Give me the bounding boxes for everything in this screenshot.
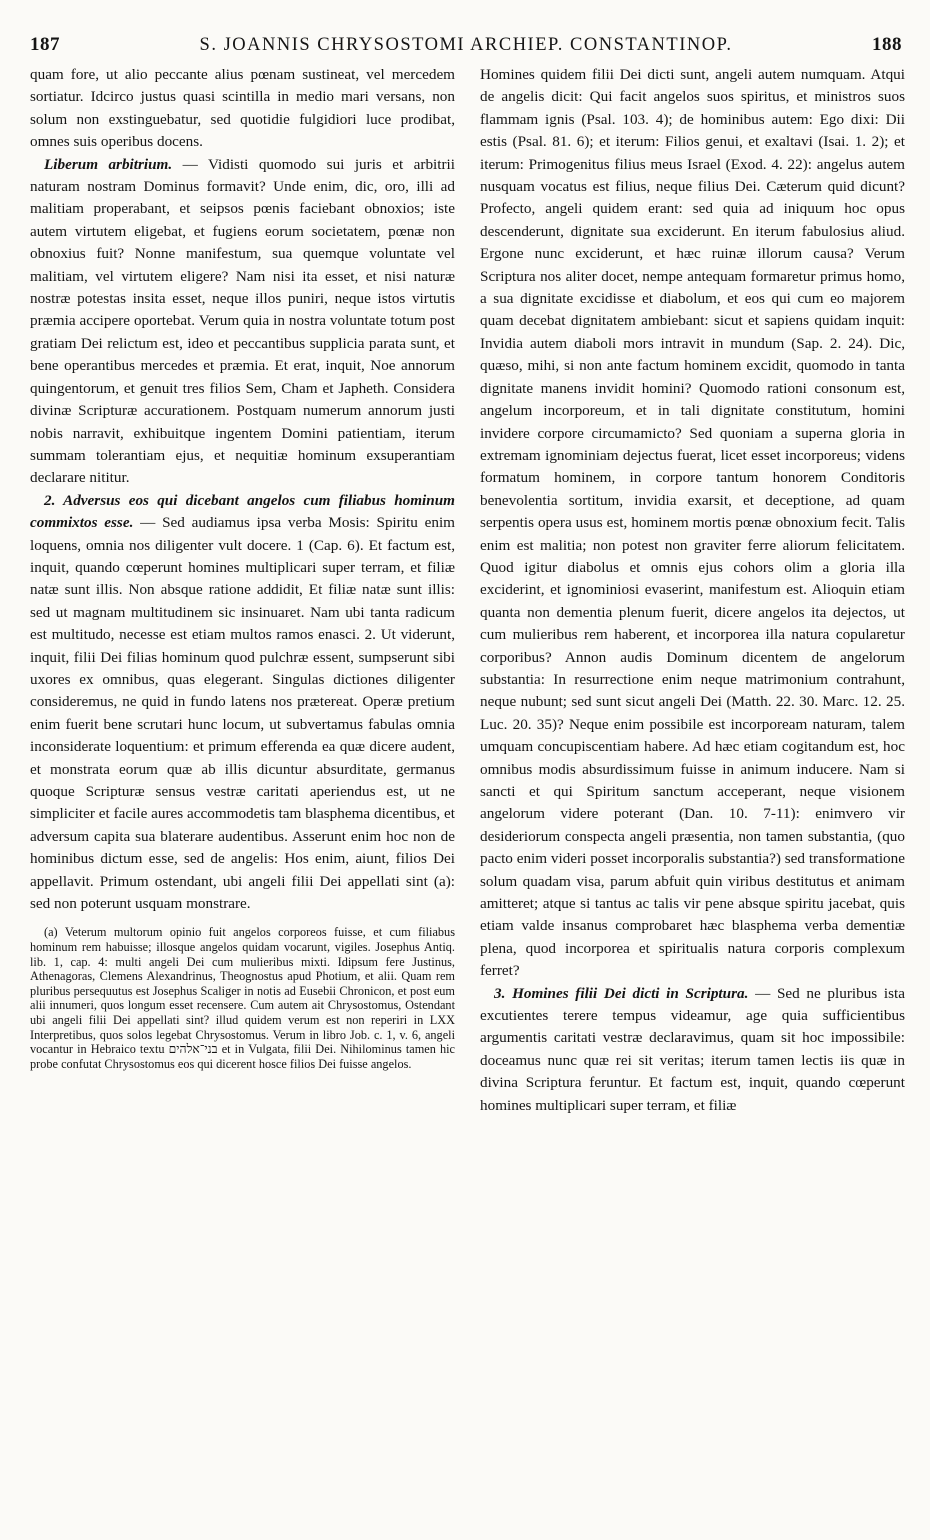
running-title: S. JOANNIS CHRYSOSTOMI ARCHIEP. CONSTANTINOP. <box>199 35 733 55</box>
paragraph <box>30 490 455 916</box>
paragraph: quam fore, ut alio peccante alius pœnam sustineat, vel mercedem sortiatur. Idcirco justus quasi scintilla in medio mari versans, non solum non exstinguebatur, sed quotidie fulgidiori luce prodibat, omnes suis operibus docens. <box>30 66 455 151</box>
page-number-left: 187 <box>30 34 60 55</box>
section-heading: Liberum arbitrium. <box>44 155 173 173</box>
paragraph-text: — Sed audiamus ipsa verba Mosis: Spiritu enim loquens, omnia nos diligenter vult docere. 1 (Cap. 6). Et factum est, inquit, quando cœperunt homines multiplicari super terram, et filiæ natæ sunt illis. Non absque ratione addidit, Et filiæ natæ sunt illis: sed ut magnam multitudinem sic insinuaret. Nam ubi tanta radicum est multitudo, necesse est etiam multos ramos enasci. 2. Ut viderunt, inquit, filii Dei filias hominum quod pulchræ essent, sumpserunt sibi uxores ex omnibus, quas elegerant. Singulas dictiones diligenter consideremus, ne quid in fundo latens nos prætereat. Operæ pretium enim fuerit bene scrutari hunc locum, ut subvertamus fabulas omnia inconsiderate loquentium: et primum efferenda ea quæ dicere audent, et monstrata eorum quæ ab illis dicuntur absurditate, germanus quoque Scripturæ sensus vestræ caritati aperiendus est, ut ne simpliciter et facile aures accommodetis tam blasphema dicentibus, et adversum capita sua blaterare audentibus. Asserunt enim hoc non de hominibus dictum esse, sed de angelis: Hos enim, aiunt, filios Dei appellavit. Primum ostendant, ubi angeli filii Dei appellati sint (a): sed non poterunt usquam monstrare. <box>30 514 455 913</box>
right-column <box>480 64 905 1117</box>
footnote-text: (a) Veterum multorum opinio fuit angelos corporeos fuisse, et cum filiabus hominum rem habuisse; illosque angelos quidam vocarunt, vigiles. Josephus Antiq. lib. 1, cap. 4: multi angeli Dei cum mulieribus mixti. Idipsum fere Justinus, Athenagoras, Clemens Alexandrinus, Theognostus apud Photium, et alii. Quam rem pluribus persequutus est Josephus Scaliger in notis ad Eusebii Chronicon, et post eum alii innumeri, quos longum esset recensere. Cum autem ait Chrysostomus, Ostendant ubi angeli filii Dei appellati sint? illud quidem verum est non reperiri in LXX Interpretibus, quos solos legebat Chrysostomus. Verum in libro Job. c. 1, v. 6, angeli vocantur in Hebraico textu בני־אלהים et in Vulgata, filii Dei. Nihilominus tamen hic probe confutat Chrysostomus eos qui dicerent hosce filios Dei fuisse angelos. <box>30 925 455 1071</box>
running-header <box>30 34 902 60</box>
paragraph <box>480 983 905 1117</box>
footnote <box>30 925 455 1071</box>
left-column <box>30 64 455 1071</box>
paragraph: Homines quidem filii Dei dicti sunt, angeli autem numquam. Atqui de angelis dicit: Qui facit angelos suos spiritus, et ministros suos flammam ignis (Psal. 103. 4); de hominibus autem: Ego dixi: Dii estis (Psal. 81. 6); et iterum: Filios genui, et exaltavi (Isai. 1. 2); et iterum: Primogenitus filius meus Israel (Exod. 4. 22): angelus autem nusquam vocatus est filius, neque filius Dei. Cæterum quid dicunt? Profecto, angeli quidem erant: sed quia ad iniquum hoc opus descenderunt, dignitate sua exciderunt. En iterum fabulosius aliud. Ergone nunc exciderunt, et hæc ruinæ illorum causa? Verum Scriptura nos aliter docet, nempe antequam formaretur primus homo, a sua dignitate excidisse et diabolum, et eos qui cum eo majorem quam decebat dignitatem ambiebant: sicut et sapiens quidam inquit: Invidia autem diaboli mors intravit in mundum (Sap. 2. 24). Dic, quæso, mihi, si non ante factum hominem excidit, quomodo in tanta dignitate manens invidit homini? Quomodo rationi consonum est, angelum incorporeum, et in tali dignitate constitutum, homini invidere corpore circumamicto? Sed quoniam a superna gloria in extremam ignominiam dejectus fuerat, licet esset incorporeus; videns formatum hominem, in corpore tantum honorem Conditoris benevolentia sortitum, invidia exarsit, et deceptione, ad quam serpentis opera usus est, hominem mortis pœnæ obnoxium fecit. Talis enim est malitia; non potest non graviter ferre aliorum felicitatem. Quod igitur diabolus et omnis ejus cohors olim a gloria illa exciderint, et ignominiosi evaserint, manifestum est. Alioquin etiam quanta non dementia plenum fuerit, dicere angelos ita dejectos, ut cum mulieribus rem haberent, et incorporea illa natura copularetur corporibus? Annon audis Dominum dicentem de angelorum substantia: In resurrectione enim neque matrimonium contrahunt, neque nubunt; sed sunt sicut angeli Dei (Matth. 22. 30. Marc. 12. 25. Luc. 20. 35)? Neque enim possibile est incorpoream naturam, talem umquam concupiscentiam habere. Ad hæc etiam cogitandum est, hoc omnibus modis absurdissimum fuisse in animum inducere. Nam si sancti et qui Spiritum sanctum acceperant, neque visionem angelorum videre poterant (Dan. 10. 7-11): enimvero vir desideriorum conspecta angeli præsentia, non tamen substantia, (quo pacto enim videri posset incorporalis substantia?) sed transformatione solum quadam visa, parum abfuit quin viribus destitutus et animam amitteret; atque si tantus ac talis vir pene absque spiritu jacebat, quis etiam valde insanus comprobaret hæc blasphema verba dementiæ plena, quod incorporea et spiritualis natura corporis complexum ferret? <box>480 66 905 980</box>
paragraph-text: — Vidisti quomodo sui juris et arbitrii naturam nostram Dominus formavit? Unde enim, dic, oro, illi ad malitiam properabant, et seipsos pœnis faciebant obnoxios; iste autem virtutem eligebat, et fugiens eorum societatem, pœnæ non obnoxius fuit? Nonne manifestum, sua quemque voluntate vel malitiam, vel virtutem eligere? Nam nisi ita esset, et nisi naturæ nostræ potestas insita esset, neque illos puniri, neque istos virtutis præmia accipere oportebat. Verum quia in nostra voluntate totum post gratiam Dei relictum est, ideo et peccantibus supplicia parata sunt, et bene operantibus mercedes et præmia. Et erat, inquit, Noe annorum quingentorum, et genuit tres filios Sem, Cham et Japheth. Considera divinæ Scripturæ accurationem. Postquam numerum annorum justi nobis narravit, exhibuitque ingentem Domini patientiam, iterum summam tolerantiam ejus, et nequitiæ hominum exsuperantiam declarare nititur. <box>30 155 455 487</box>
paragraph <box>30 154 455 490</box>
page-number-right: 188 <box>871 34 902 55</box>
section-heading: 3. Homines filii Dei dicti in Scriptura. <box>494 984 749 1002</box>
paragraph-text: — Sed ne pluribus ista excutientes terere tempus videamur, age quia sufficientibus argumentis caritati vestræ declaravimus, quam sit hoc impossibile: doceamus nunc quæ rei sit veritas; iterum tamen lectis iis quæ in divina Scriptura feruntur. Et factum est, inquit, quando cœperunt homines multiplicari super terram, et filiæ <box>480 984 905 1114</box>
section-heading: 2. Adversus eos qui dicebant angelos cum filiabus hominum commixtos esse. <box>30 491 455 532</box>
